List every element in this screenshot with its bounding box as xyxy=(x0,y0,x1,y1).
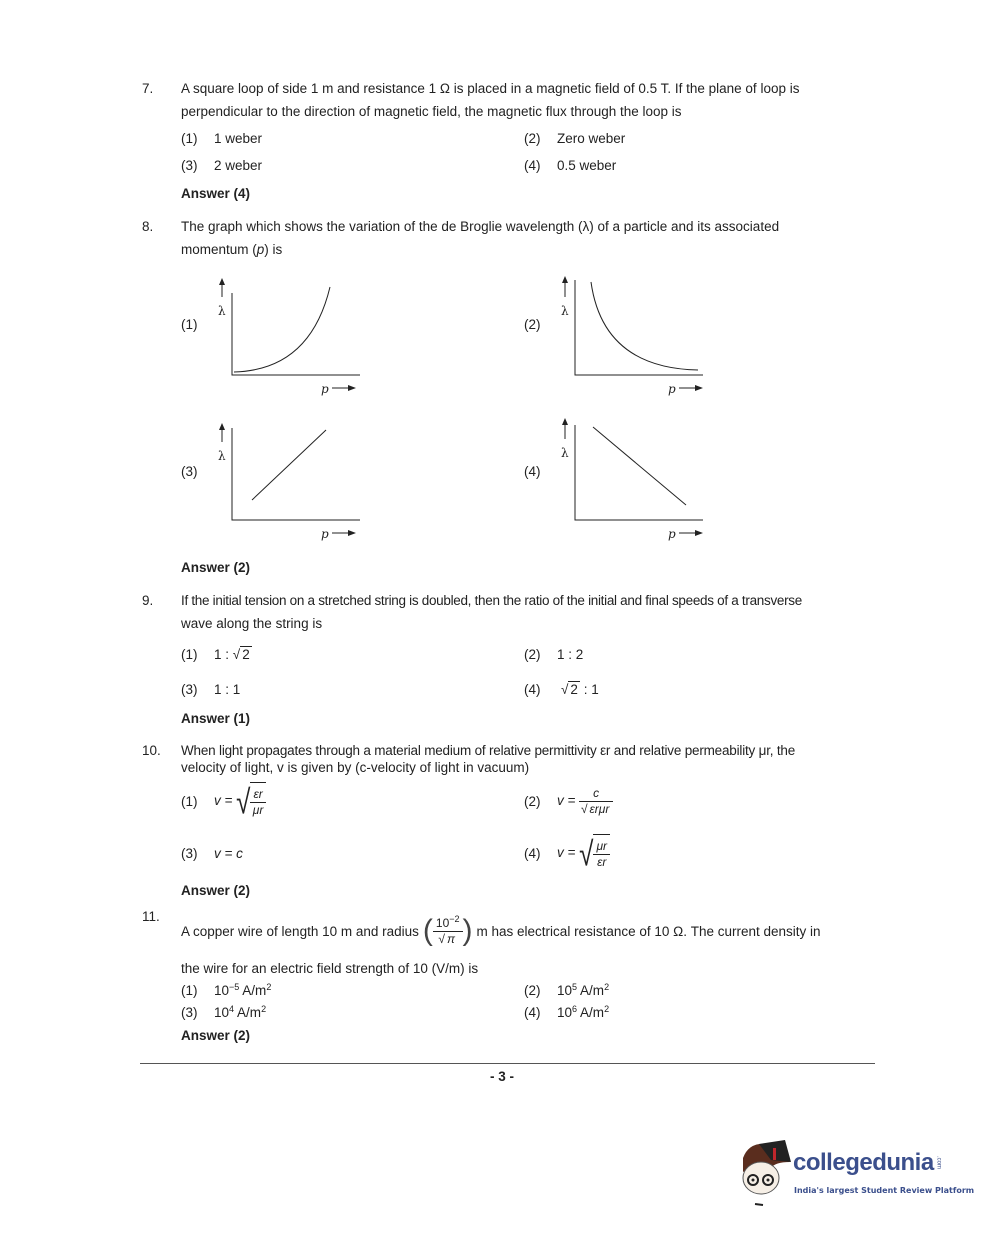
p-arrow-icon xyxy=(679,530,703,536)
question-number: 9. xyxy=(142,593,154,608)
logo-tagline: India's largest Student Review Platform xyxy=(794,1186,975,1195)
lambda-arrow-icon xyxy=(562,276,568,297)
collegedunia-logo xyxy=(735,1138,975,1208)
logo-wordmark: collegedunia xyxy=(793,1149,934,1176)
option-label: (4) xyxy=(524,682,541,697)
axes xyxy=(575,280,703,375)
option-label: (4) xyxy=(524,1005,541,1020)
page-number: - 3 - xyxy=(490,1069,515,1084)
option-label: (2) xyxy=(524,317,541,332)
line-increasing xyxy=(252,430,326,500)
option-label: (3) xyxy=(181,846,198,861)
y-axis-label: λ xyxy=(218,304,226,318)
question-text: the wire for an electric field strength of 10 (V/m) is xyxy=(181,961,479,976)
option-formula: v = c xyxy=(214,846,243,861)
axes xyxy=(232,293,360,375)
option-formula: v = √ $\frac{\mu r}{\varepsilon r}$ xyxy=(557,834,610,873)
axes xyxy=(232,428,360,520)
curve-increasing xyxy=(234,287,330,372)
question-text: A square loop of side 1 m and resistance 1 Ω is placed in a magnetic field of 0.5 T. If the plane of loop is xyxy=(181,81,800,96)
question-number: 11. xyxy=(142,909,160,924)
option-value: 1 : √ 2 xyxy=(214,647,250,662)
question-number: 7. xyxy=(142,81,154,96)
option-label: (2) xyxy=(524,983,541,998)
y-axis-label: λ xyxy=(218,449,226,463)
y-axis-label: λ xyxy=(561,304,569,318)
option-label: (1) xyxy=(181,983,198,998)
option-label: (1) xyxy=(181,794,198,809)
option-label: (2) xyxy=(524,647,541,662)
option-label: (3) xyxy=(181,464,198,479)
graph-option-3 xyxy=(210,418,370,543)
option-value: $10^5$ $A/m^2$ xyxy=(557,982,610,998)
p-arrow-icon xyxy=(679,385,703,391)
curve-hyperbola xyxy=(591,282,698,370)
option-value: √ 2 : 1 xyxy=(561,682,599,697)
option-label: (2) xyxy=(524,794,541,809)
option-formula: v = √ $\frac{\varepsilon r}{\mu r}$ xyxy=(214,782,266,821)
y-axis-label: λ xyxy=(561,446,569,460)
x-axis-label: p xyxy=(668,382,676,396)
option-formula: v = $\frac{c}{\text{√ εrμr}}$ xyxy=(557,782,613,820)
option-value: $10^4$ $A/m^2$ xyxy=(214,1004,267,1020)
logo-wordmark-group xyxy=(793,1150,942,1176)
graph-option-1 xyxy=(210,275,370,400)
lambda-arrow-icon xyxy=(219,423,225,442)
option-label: (4) xyxy=(524,158,541,173)
question-text: A copper wire of length 10 m and radius ( $\frac{10^{-2}}{√ \pi}$ ) m has electrical resistance of 10 Ω. The current density in xyxy=(181,913,821,947)
p-arrow-icon xyxy=(332,530,356,536)
answer: Answer (2) xyxy=(181,560,251,575)
option-value: 1 weber xyxy=(214,131,263,146)
option-label: (4) xyxy=(524,846,541,861)
question-text: velocity of light, v is given by (c-velocity of light in vacuum) xyxy=(181,760,530,775)
option-value: Zero weber xyxy=(557,131,626,146)
option-label: (3) xyxy=(181,158,198,173)
logo-suffix: .com xyxy=(935,1156,942,1170)
question-text: momentum (p) is xyxy=(181,242,283,257)
answer: Answer (1) xyxy=(181,711,251,726)
x-axis-label: p xyxy=(668,527,676,541)
option-label: (1) xyxy=(181,131,198,146)
graph-option-2 xyxy=(553,270,713,400)
option-label: (1) xyxy=(181,647,198,662)
graph-option-4 xyxy=(553,413,713,543)
answer: Answer (2) xyxy=(181,1028,251,1043)
option-label: (3) xyxy=(181,1005,198,1020)
option-value: $10^{-5}$ $A/m^2$ xyxy=(214,982,272,998)
question-text: If the initial tension on a stretched string is doubled, then the ratio of the initial and final speeds of a transverse xyxy=(181,593,802,608)
option-value: 2 weber xyxy=(214,158,263,173)
option-label: (1) xyxy=(181,317,198,332)
p-arrow-icon xyxy=(332,385,356,391)
option-value: $10^6$ $A/m^2$ xyxy=(557,1004,610,1020)
option-value: 1 : 1 xyxy=(214,682,241,697)
option-value: 0.5 weber xyxy=(557,158,617,173)
option-value: 1 : 2 xyxy=(557,647,584,662)
question-text: perpendicular to the direction of magnetic field, the magnetic flux through the loop is xyxy=(181,104,682,119)
mascot-icon xyxy=(735,1138,795,1208)
answer: Answer (4) xyxy=(181,186,251,201)
option-label: (4) xyxy=(524,464,541,479)
option-label: (2) xyxy=(524,131,541,146)
question-text: The graph which shows the variation of the de Broglie wavelength (λ) of a particle and its associated xyxy=(181,219,780,234)
question-number: 10. xyxy=(142,743,161,758)
question-number: 8. xyxy=(142,219,154,234)
lambda-arrow-icon xyxy=(562,418,568,439)
option-label: (3) xyxy=(181,682,198,697)
x-axis-label: p xyxy=(321,382,329,396)
footer-divider xyxy=(140,1063,875,1064)
question-text: wave along the string is xyxy=(181,616,323,631)
answer: Answer (2) xyxy=(181,883,251,898)
x-axis-label: p xyxy=(321,527,329,541)
line-decreasing xyxy=(593,427,686,505)
axes xyxy=(575,425,703,520)
lambda-arrow-icon xyxy=(219,278,225,297)
question-text: When light propagates through a material medium of relative permittivity εr and relative permeability μr, the xyxy=(181,743,796,758)
